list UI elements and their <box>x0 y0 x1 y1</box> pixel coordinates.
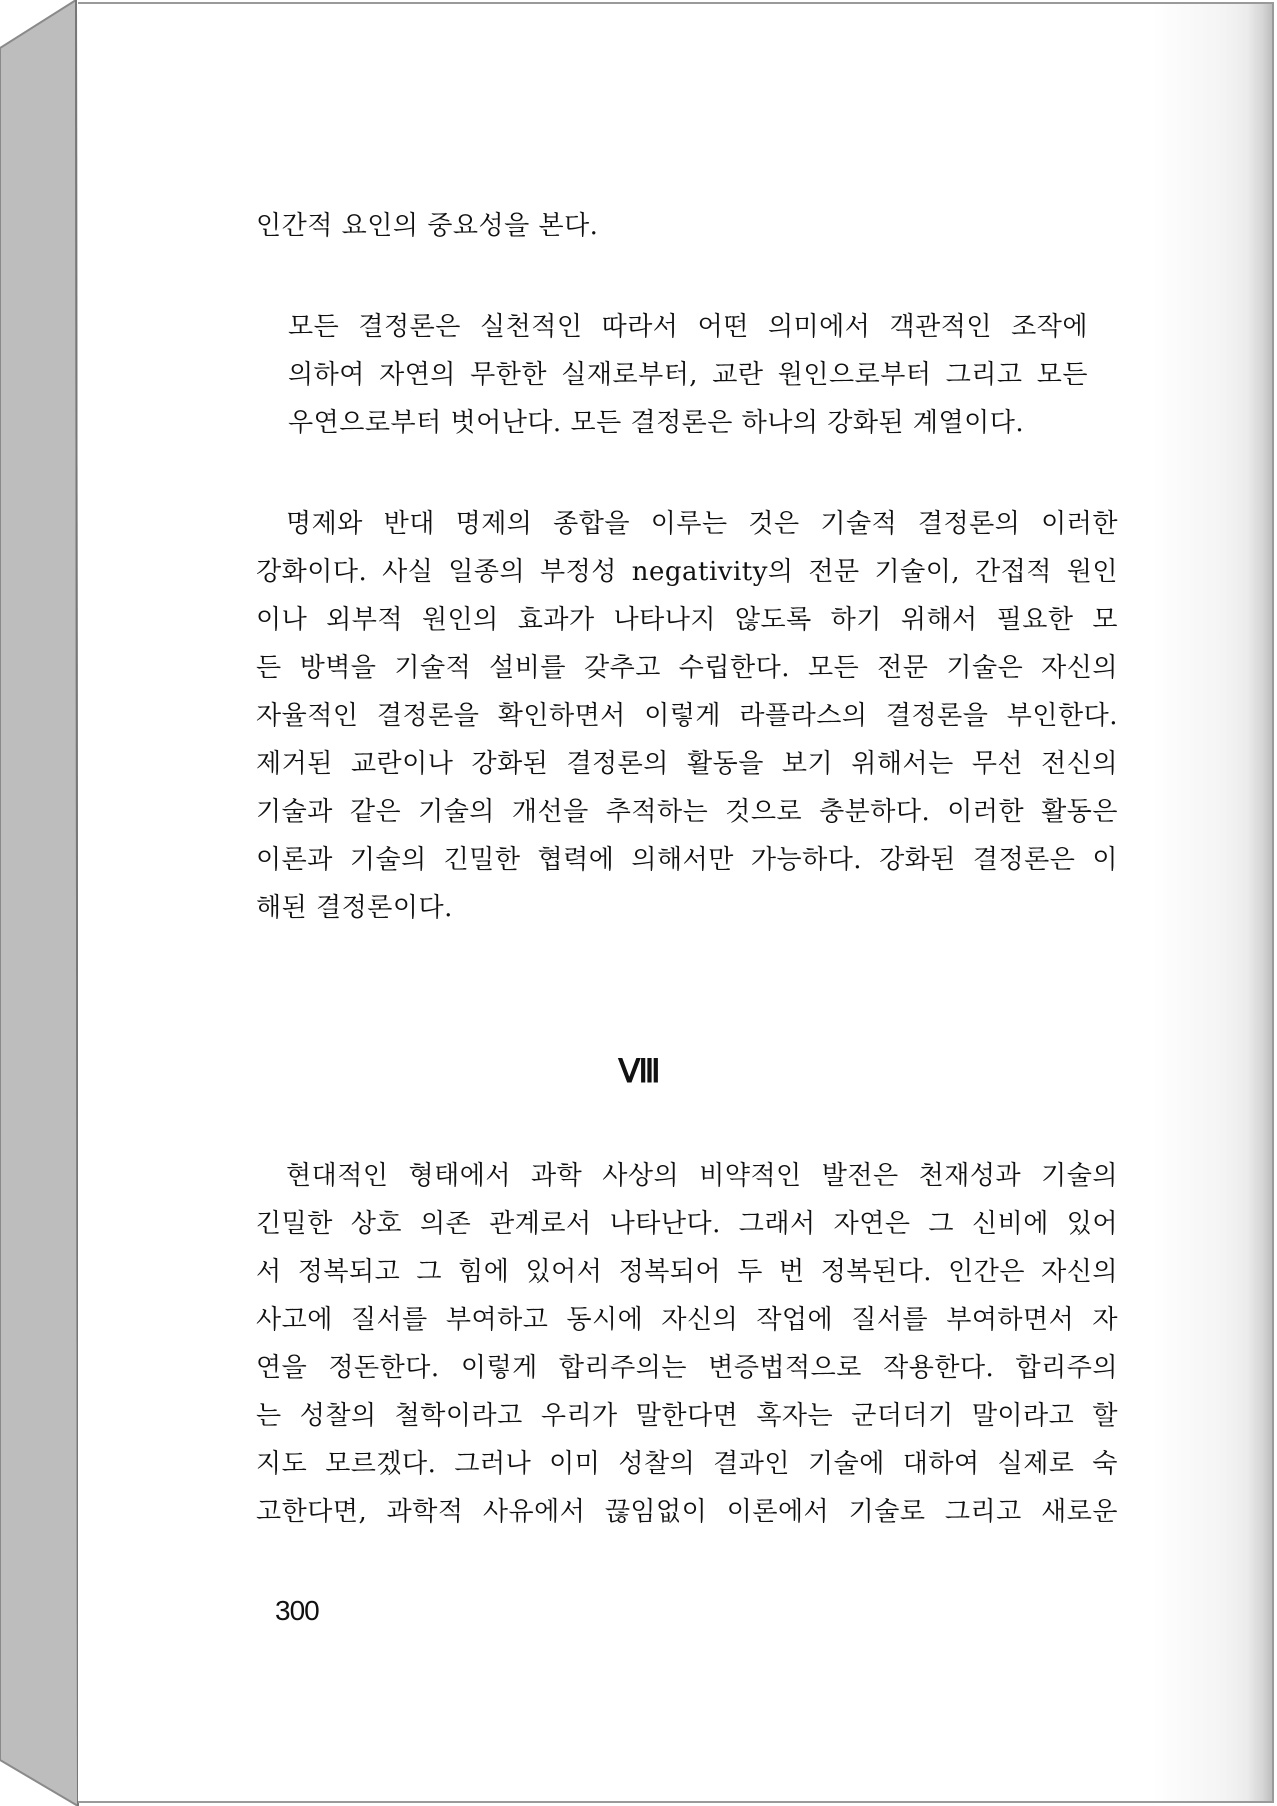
paragraph-line: 강화이다. 사실 일종의 부정성 negativity의 전문 기술이, 간접적 원인 <box>256 557 1118 587</box>
paragraph-line: 연을 정돈한다. 이렇게 합리주의는 변증법적으로 작용한다. 합리주의 <box>256 1353 1118 1383</box>
paragraph-line: 고한다면, 과학적 사유에서 끊임없이 이론에서 기술로 그리고 새로운 <box>256 1497 1118 1527</box>
section-heading: Ⅷ <box>618 1053 659 1089</box>
opening-line-block <box>256 202 1118 250</box>
paragraph-line: 해된 결정론이다. <box>256 893 453 923</box>
paragraph-line: 명제와 반대 명제의 종합을 이루는 것은 기술적 결정론의 이러한 <box>286 509 1118 539</box>
paragraph-2 <box>256 1152 1118 1536</box>
block-quote <box>288 303 1088 447</box>
paragraph-line: 이나 외부적 원인의 효과가 나타나지 않도록 하기 위해서 필요한 모 <box>256 605 1118 635</box>
paragraph-line: 지도 모르겠다. 그러나 이미 성찰의 결과인 기술에 대하여 실제로 숙 <box>256 1449 1118 1479</box>
paragraph-line: 긴밀한 상호 의존 관계로서 나타난다. 그래서 자연은 그 신비에 있어 <box>256 1209 1118 1239</box>
paragraph-line: 서 정복되고 그 힘에 있어서 정복되어 두 번 정복된다. 인간은 자신의 <box>256 1257 1118 1287</box>
quote-line: 모든 결정론은 실천적인 따라서 어떤 의미에서 객관적인 조작에 <box>288 312 1088 342</box>
paragraph-1 <box>256 500 1118 932</box>
paragraph-line: 자율적인 결정론을 확인하면서 이렇게 라플라스의 결정론을 부인한다. <box>256 701 1118 731</box>
paragraph-line: 제거된 교란이나 강화된 결정론의 활동을 보기 위해서는 무선 전신의 <box>256 749 1118 779</box>
page-number: 300 <box>275 1595 319 1626</box>
book-spine <box>0 0 80 1806</box>
paragraph-line: 기술과 같은 기술의 개선을 추적하는 것으로 충분하다. 이러한 활동은 <box>256 797 1118 827</box>
paragraph-line: 는 성찰의 철학이라고 우리가 말한다면 혹자는 군더더기 말이라고 할 <box>256 1401 1118 1431</box>
page-edge-shadow <box>1248 4 1272 1801</box>
paragraph-line: 이론과 기술의 긴밀한 협력에 의해서만 가능하다. 강화된 결정론은 이 <box>256 845 1118 875</box>
paragraph-line: 든 방벽을 기술적 설비를 갖추고 수립한다. 모든 전문 기술은 자신의 <box>256 653 1118 683</box>
quote-line: 의하여 자연의 무한한 실재로부터, 교란 원인으로부터 그리고 모든 <box>288 360 1088 390</box>
paragraph-line: 사고에 질서를 부여하고 동시에 자신의 작업에 질서를 부여하면서 자 <box>256 1305 1118 1335</box>
quote-line: 우연으로부터 벗어난다. 모든 결정론은 하나의 강화된 계열이다. <box>288 408 1025 438</box>
paragraph-line: 현대적인 형태에서 과학 사상의 비약적인 발전은 천재성과 기술의 <box>286 1161 1118 1191</box>
opening-line: 인간적 요인의 중요성을 본다. <box>256 211 599 241</box>
